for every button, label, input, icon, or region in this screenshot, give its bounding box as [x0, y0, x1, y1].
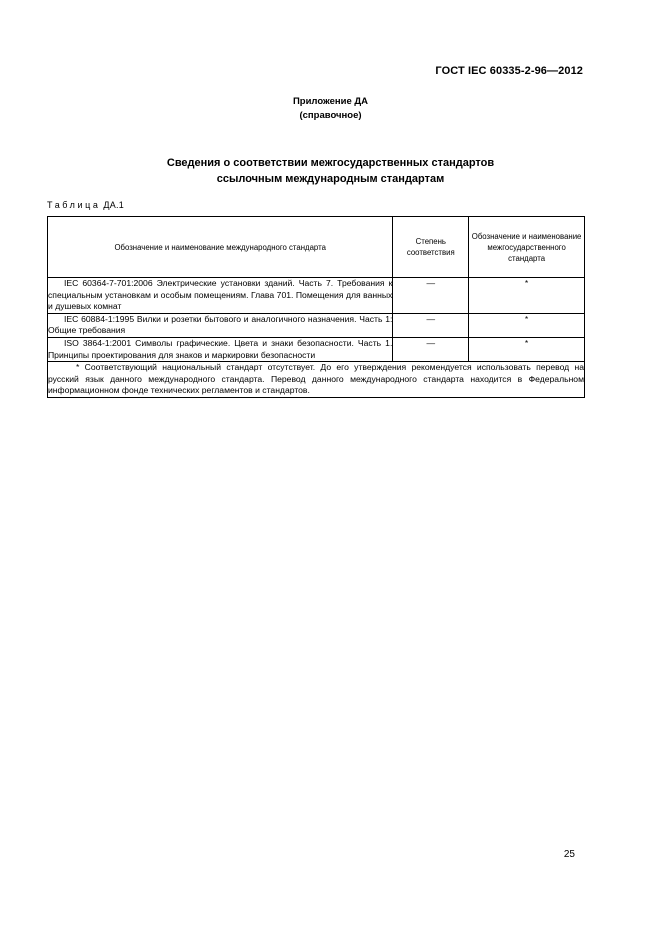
- table-caption-number: ДА.1: [103, 200, 125, 210]
- interstate-standard-cell: *: [469, 337, 585, 361]
- table-row: [48, 278, 585, 314]
- table-row: [48, 337, 585, 361]
- international-standard-cell: [48, 337, 393, 361]
- table-footnote-cell: [48, 362, 585, 398]
- page-number: 25: [563, 849, 575, 860]
- international-standard-cell: [48, 313, 393, 337]
- section-title-line-2: ссылочным международным стандартам: [216, 173, 445, 185]
- international-standard-cell: [48, 278, 393, 314]
- appendix-title: Приложение ДА: [292, 96, 369, 107]
- degree-cell: —: [393, 337, 469, 361]
- header-international-standard: Обозначение и наименование международного стандарта: [48, 217, 393, 278]
- standard-text: ISO 3864-1:2001 Символы графические. Цвета и знаки безопасности. Часть 1. Принципы проектирования для знаков и маркировки безопасности: [48, 337, 393, 360]
- document-code: ГОСТ IEC 60335-2-96—2012: [435, 65, 583, 77]
- table-footnote-row: [48, 362, 585, 398]
- appendix-subtitle: (справочное): [299, 110, 362, 121]
- table-header-row: [48, 217, 585, 278]
- standard-text: IEC 60364-7-701:2006 Электрические установки зданий. Часть 7. Требования к специальным установкам и особым помещениям. Глава 701. Помещения для ванных и душевых комнат: [48, 278, 393, 312]
- table-caption: [47, 200, 124, 210]
- appendix-heading: [0, 95, 661, 123]
- table-caption-word: Таблица: [47, 200, 101, 210]
- standard-text: IEC 60884-1:1995 Вилки и розетки бытового и аналогичного назначения. Часть 1: Общие требования: [48, 313, 393, 336]
- interstate-standard-cell: *: [469, 278, 585, 314]
- table-row: [48, 313, 585, 337]
- header-degree: Степень соответствия: [393, 217, 469, 278]
- degree-cell: —: [393, 278, 469, 314]
- section-title-line-1: Сведения о соответствии межгосударственных стандартов: [166, 157, 495, 169]
- header-interstate-standard: Обозначение и наименование межгосударственного стандарта: [469, 217, 585, 278]
- degree-cell: —: [393, 313, 469, 337]
- section-title: [0, 155, 661, 187]
- correspondence-table: [47, 216, 585, 398]
- table-footnote: * Соответствующий национальный стандарт отсутствует. До его утверждения рекомендуется использовать перевод на русский язык данного международного стандарта. Перевод данного международного стандарта находится в Федеральном информационном фонде технических регламентов и стандартов.: [48, 362, 584, 396]
- interstate-standard-cell: *: [469, 313, 585, 337]
